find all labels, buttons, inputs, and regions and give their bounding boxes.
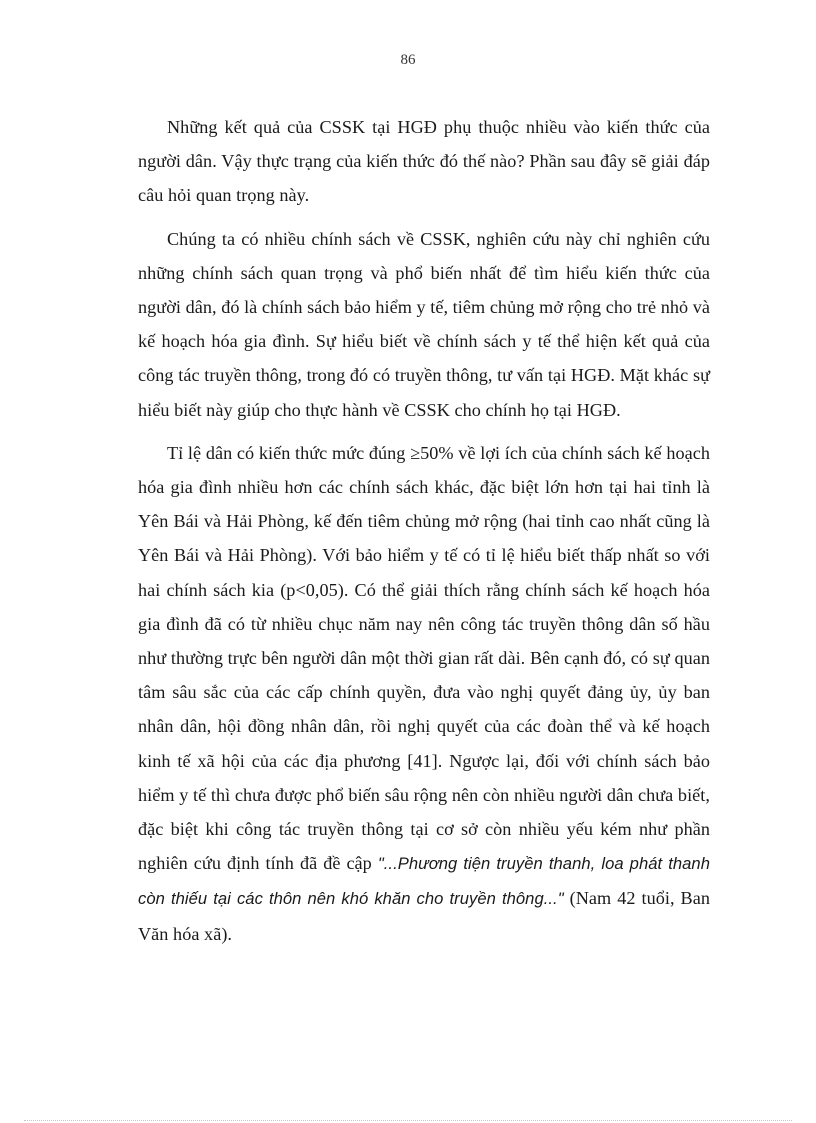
paragraph-findings bbox=[138, 436, 710, 951]
paragraph-policies: Chúng ta có nhiều chính sách về CSSK, nghiên cứu này chỉ nghiên cứu những chính sách quan trọng và phổ biến nhất để tìm hiểu kiến thức của người dân, đó là chính sách bảo hiểm y tế, tiêm chủng mở rộng cho trẻ nhỏ và kế hoạch hóa gia đình. Sự hiểu biết về chính sách y tế thể hiện kết quả của công tác truyền thông, trong đó có truyền thông, tư vấn tại HGĐ. Mặt khác sự hiểu biết này giúp cho thực hành về CSSK cho chính họ tại HGĐ. bbox=[138, 228, 710, 420]
page-bottom-divider bbox=[24, 1120, 792, 1121]
page-number: 86 bbox=[400, 52, 416, 68]
interview-quote: "...Phương tiện truyền thanh, loa phát thanh còn thiếu tại các thôn nên khó khăn cho truyền thông..." bbox=[138, 854, 710, 909]
paragraph-intro: Những kết quả của CSSK tại HGĐ phụ thuộc nhiều vào kiến thức của người dân. Vậy thực trạng của kiến thức đó thế nào? Phần sau đây sẽ giải đáp câu hỏi quan trọng này. bbox=[138, 117, 710, 206]
quote-attribution: (Nam 42 tuổi, Ban Văn hóa xã). bbox=[138, 888, 711, 944]
document-body bbox=[138, 110, 710, 960]
paragraph-findings-text: Tỉ lệ dân có kiến thức mức đúng ≥50% về lợi ích của chính sách kế hoạch hóa gia đình nhiều hơn các chính sách khác, đặc biệt lớn hơn tại hai tỉnh là Yên Bái và Hải Phòng, kế đến tiêm chủng mở rộng (hai tỉnh cao nhất cũng là Yên Bái và Hải Phòng). Với bảo hiểm y tế có tỉ lệ hiểu biết thấp nhất so với hai chính sách kia (p<0,05). Có thể giải thích rằng chính sách kế hoạch hóa gia đình đã có từ nhiều chục năm nay nên công tác truyền thông dân số hầu như thường trực bên người dân một thời gian rất dài. Bên cạnh đó, có sự quan tâm sâu sắc của các cấp chính quyền, đưa vào nghị quyết đảng ủy, ủy ban nhân dân, hội đồng nhân dân, rồi nghị quyết của các đoàn thể và kế hoạch kinh tế xã hội của các địa phương [41]. Ngược lại, đối với chính sách bảo hiểm y tế thì chưa được phổ biến sâu rộng nên còn nhiều người dân chưa biết, đặc biệt khi công tác truyền thông tại cơ sở còn nhiều yếu kém như phần nghiên cứu định tính đã đề cập bbox=[138, 442, 710, 874]
